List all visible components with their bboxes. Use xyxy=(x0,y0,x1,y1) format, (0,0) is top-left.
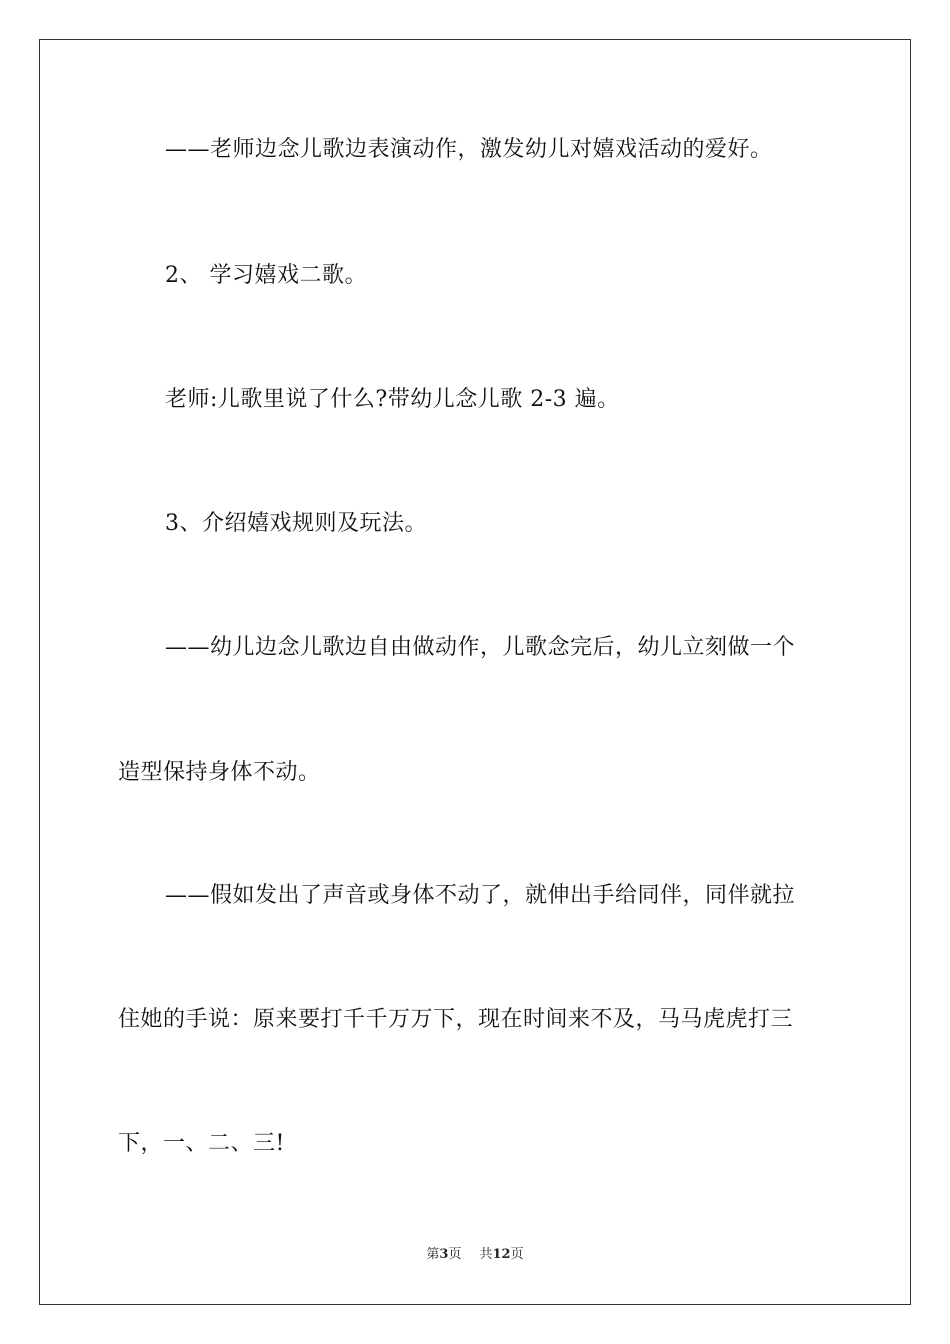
paragraph-line: ——幼儿边念儿歌边自由做动作，儿歌念完后，幼儿立刻做一个 xyxy=(165,635,796,660)
paragraph-line: 住她的手说：原来要打千千万万下，现在时间来不及，马马虎虎打三 xyxy=(118,1007,794,1032)
page-suffix: 页 xyxy=(448,1247,462,1262)
paragraph-line: ——假如发出了声音或身体不动了，就伸出手给同伴，同伴就拉 xyxy=(165,883,796,908)
paragraph-line: ——老师边念儿歌边表演动作，激发幼儿对嬉戏活动的爱好。 xyxy=(165,137,773,162)
paragraph-line: 2、 学习嬉戏二歌。 xyxy=(165,263,367,288)
page-border xyxy=(39,39,911,1305)
total-prefix: 共 xyxy=(479,1247,493,1262)
page-prefix: 第 xyxy=(426,1247,440,1262)
paragraph-line: 3、介绍嬉戏规则及玩法。 xyxy=(165,511,427,536)
total-suffix: 页 xyxy=(510,1247,524,1262)
paragraph-line: 老师:儿歌里说了什么?带幼儿念儿歌 2-3 遍。 xyxy=(165,387,620,412)
total-pages: 12 xyxy=(492,1247,511,1262)
page-number: 3 xyxy=(439,1247,449,1262)
paragraph-line: 造型保持身体不动。 xyxy=(118,760,321,785)
page-footer xyxy=(0,1246,950,1264)
paragraph-line: 下，一、二、三! xyxy=(118,1131,285,1156)
